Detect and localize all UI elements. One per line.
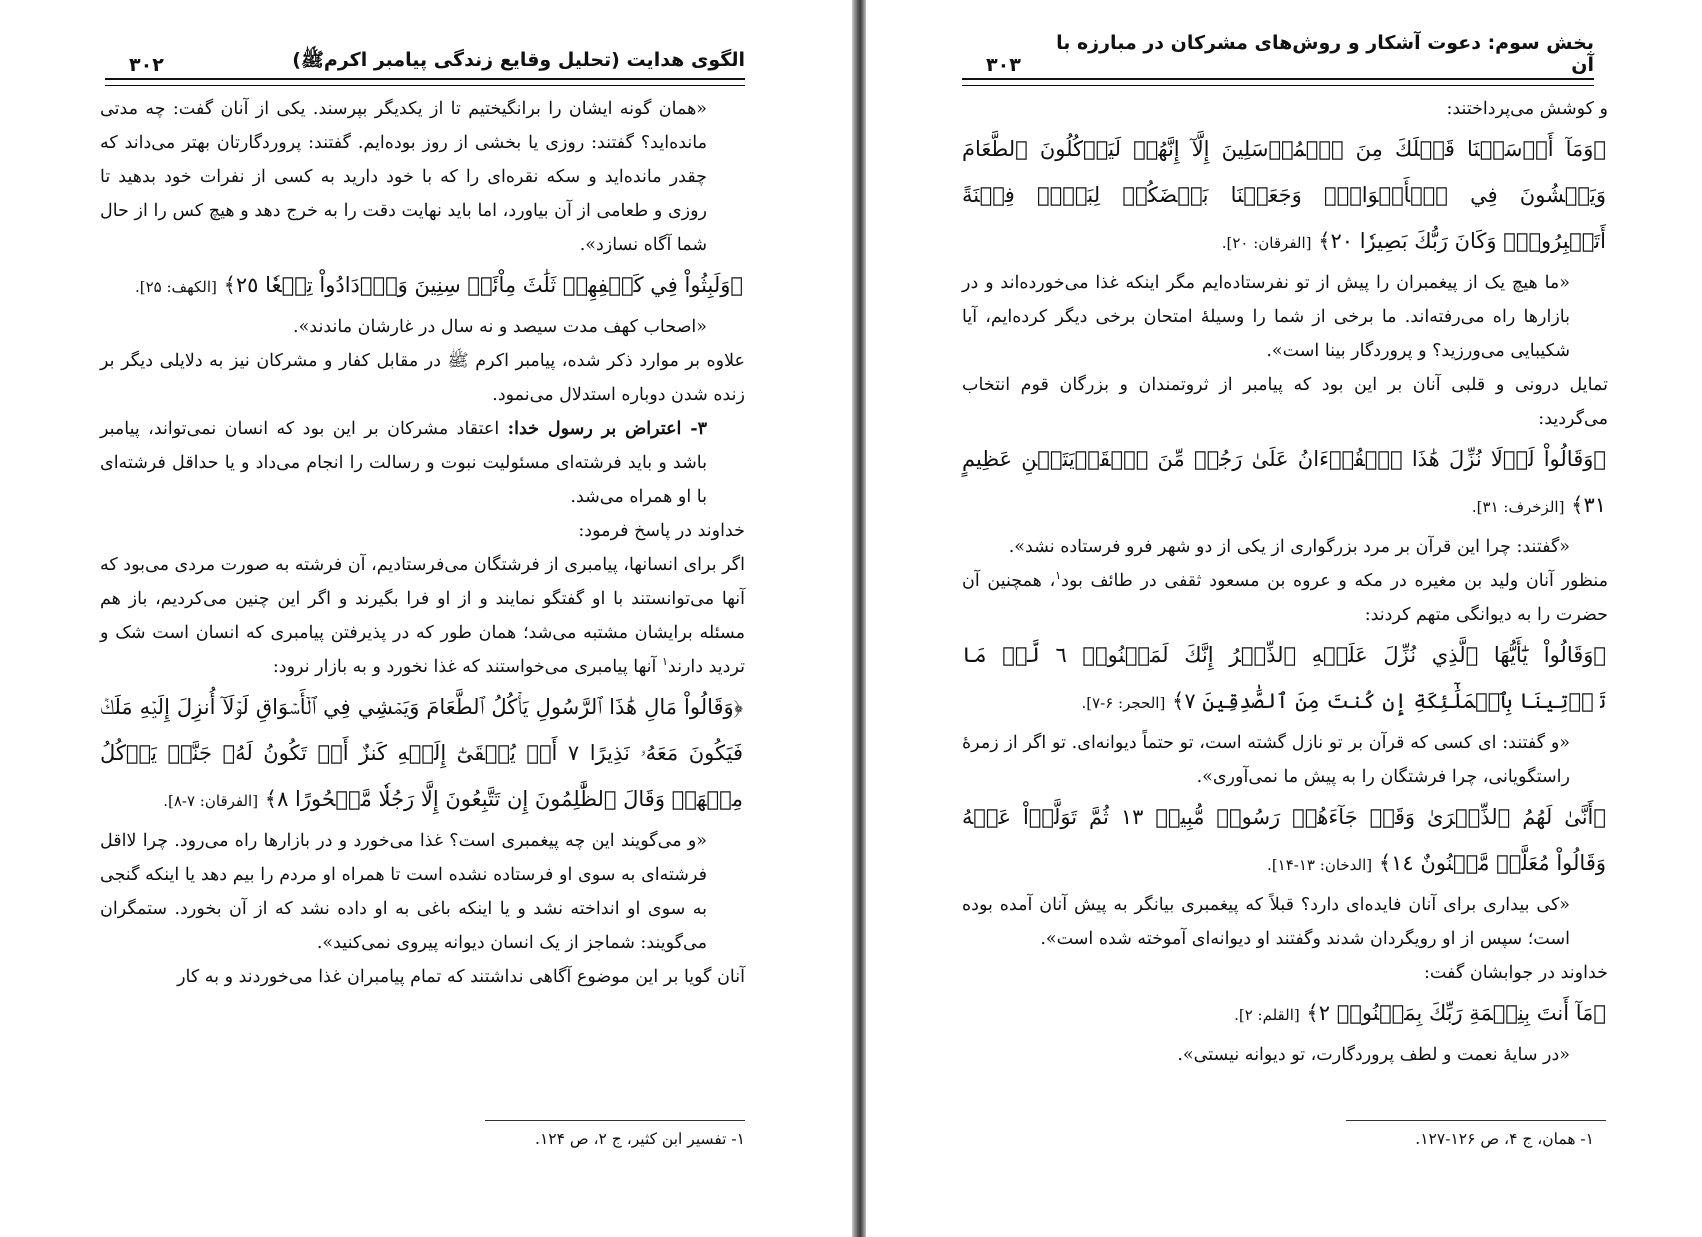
paragraph: «اصحاب کهف مدت سیصد و نه سال در غارشان ماندند». [293,317,707,337]
section-paragraph: ۳- اعتراض بر رسول خدا: اعتقاد مشرکان بر این بود که انسان نمی‌تواند، پیامبر باشد و باید فرشته‌ای مسئولیت نبوت و رسالت را انجام می‌داد و یا حداقل فرشته‌ای با او همراه می‌شد. [100,419,707,507]
footnote-rule [485,1120,745,1121]
right-footnote: ۱- همان، ج ۴، ص ۱۲۶-۱۲۷. [1415,1130,1594,1148]
quran-verse: ﴿مَآ أَنتَ بِنِعۡمَةِ رَبِّكَ بِمَجۡنُونٖ ٢﴾ [القلم: ۲]. [1234,1001,1606,1025]
quran-verse: ﴿وَقَالُواْ يَٰٓأَيُّهَا ٱلَّذِي نُزِّلَ عَلَيۡهِ ٱلذِّكۡرُ إِنَّكَ لَمَجۡنُونٞ ٦ لَّوۡ مَا تَأۡتِينَا بِٱلۡمَلَٰٓئِكَةِ إِن كُنتَ مِنَ ٱلصَّٰدِقِينَ ٧﴾ [الحجر: ۶-۷]. [962,643,1606,713]
paragraph: علاوه بر موارد ذکر شده، پیامبر اکرم ﷺ در مقابل کفار و مشرکان نیز به دلایلی دیگر بر زنده شدن دوباره استدلال می‌نمود. [100,351,745,405]
paragraph: «گفتند: چرا این قرآن بر مرد بزرگواری از یکی از دو شهر فرو فرستاده نشد». [1008,537,1570,557]
left-body-text [100,92,745,994]
quran-verse: ﴿وَقَالُواْ مَالِ هَٰذَا ٱلرَّسُولِ يَأۡكُلُ ٱلطَّعَامَ وَيَمۡشِي فِي ٱلۡأَسۡوَاقِ لَوۡلَآ أُنزِلَ إِلَيۡهِ مَلَكٞ فَيَكُونَ مَعَهُۥ نَذِيرًا ٧ أَوۡ يُلۡقَىٰٓ إِلَيۡهِ كَنزٌ أَوۡ تَكُونُ لَهُۥ جَنَّةٞ يَأۡكُلُ مِنۡهَاۚ وَقَالَ ٱلظَّٰلِمُونَ إِن تَتَّبِعُونَ إِلَّا رَجُلٗا مَّسۡحُورًا ٨﴾ [الفرقان: ۷-۸]. [100,695,743,811]
section-heading: ۳- اعتراض بر رسول خدا: [507,419,707,439]
left-page-number: ۳۰۲ [129,54,164,76]
quran-verse: ﴿وَقَالُواْ لَوۡلَا نُزِّلَ هَٰذَا ٱلۡقُرۡءَانُ عَلَىٰ رَجُلٖ مِّنَ ٱلۡقَرۡيَتَيۡنِ عَظِيمٍ ٣١﴾ [الزخرف: ۳۱]. [962,447,1606,517]
left-footnote: ۱- تفسیر ابن کثیر، ج ۲، ص ۱۲۴. [535,1130,745,1148]
quran-verse: ﴿أَنَّىٰ لَهُمُ ٱلذِّكۡرَىٰ وَقَدۡ جَآءَهُمۡ رَسُولٞ مُّبِينٞ ١٣ ثُمَّ تَوَلَّوۡاْ عَنۡهُ وَقَالُواْ مُعَلَّمٞ مَّجۡنُونٌ ١٤﴾ [الدخان: ۱۳-۱۴]. [962,805,1606,875]
footnote-marker: ۱ [1055,569,1062,583]
quran-verse: ﴿وَلَبِثُواْ فِي كَهۡفِهِمۡ ثَلَٰثَ مِاْئَةٖ سِنِينَ وَٱزۡدَادُواْ تِسۡعٗا ٢٥﴾ [الکهف: ۲۵]. [134,273,743,297]
paragraph: «کی بیداری برای آنان فایده‌ای دارد؟ قبلاً که پیغمبری بیانگر به پیش آنان آمده بوده است؛ سپس از او رویگردان شدند وگفتند او دیوانه‌ای آموخته شده است». [962,895,1570,949]
quran-verse: ﴿وَمَآ أَرۡسَلۡنَا قَبۡلَكَ مِنَ ٱلۡمُرۡسَلِينَ إِلَّآ إِنَّهُمۡ لَيَأۡكُلُونَ ٱلطَّعَامَ وَيَمۡشُونَ فِي ٱلۡأَسۡوَاقِۗ وَجَعَلۡنَا بَعۡضَكُمۡ لِبَعۡضٖ فِتۡنَةً أَتَصۡبِرُونَۗ وَكَانَ رَبُّكَ بَصِيرٗا ٢٠﴾ [الفرقان: ۲۰]. [962,137,1606,253]
paragraph: «همان گونه ایشان را برانگیختیم تا از یکدیگر بپرسند. یکی از آنان گفت: چه مدتی مانده‌اید؟ گفتند: روزی یا بخشی از روز بوده‌ایم. گفتند: پروردگارتان بهتر می‌داند که چقدر مانده‌اید و سکه نقره‌ای را که با خود دارید به کسی از نفرات خود بدهید تا روزی و طعامی از آن بیاورد، اما باید نهایت دقت را به خرج دهد و هیچ کس را از حال شما آگاه نسازد». [100,99,707,255]
paragraph: خداوند در پاسخ فرمود: [578,521,745,541]
footnote-marker: ۱ [661,655,668,669]
left-running-title: الگوی هدایت (تحلیل وقایع زندگی پیامبر اکرمﷺ) [292,49,745,71]
paragraph: خداوند در جوابشان گفت: [1424,963,1608,983]
paragraph: تمایل درونی و قلبی آنان بر این بود که پیامبر از ثروتمندان و بزرگان قوم انتخاب می‌گردید: [962,375,1608,429]
paragraph: آنان گویا بر این موضوع آگاهی نداشتند که تمام پیامبران غذا می‌خوردند و به کار [177,967,745,987]
right-body-text [962,92,1608,1072]
paragraph: «و گفتند: ای کسی که قرآن بر تو نازل گشته است، تو حتماً دیوانه‌ای. تو اگر از زمرهٔ راستگویانی، چرا فرشتگان را به پیش ما نمی‌آوری». [962,733,1570,787]
paragraph: و کوشش می‌پرداختند: [1446,99,1608,119]
paragraph: «و می‌گویند این چه پیغمبری است؟ غذا می‌خورد و در بازارها راه می‌رود. چرا لااقل فرشته‌ای به سوی او فرستاده نشده است تا همراه او مردم را بیم دهد یا اینکه گنجی به سوی او انداخته نشد و یا اینکه باغی به او داده نشد که از آن بخورد. ستمگران می‌گویند: شماجز از یک انسان دیوانه پیروی نمی‌کنید». [100,831,707,953]
book-gutter [852,0,866,1237]
footnote-rule [1346,1120,1606,1121]
left-page-header [105,40,745,76]
paragraph: اگر برای انسانها، پیامبری از فرشتگان می‌فرستادیم، آن فرشته به صورت مردی می‌بود که آنها می‌توانستند با او گفتگو نمایند و از او فرا بگیرند و اگر این چنین می‌کردیم، باز هم مسئله برایشان مشتبه می‌شد؛ همان طور که در پذیرفتن پیامبری که انسان است شک و تردید دارند$^۱$ آنها پیامبری می‌خواستند که غذا نخورد و به بازار نرود: [100,555,745,677]
paragraph: منظور آنان ولید بن مغیره در مکه و عروه بن مسعود ثقفی در طائف بود$^۱$، همچنین آن حضرت را به دیوانگی متهم کردند: [962,569,1608,625]
paragraph: «در سایهٔ نعمت و لطف پروردگارت، تو دیوانه نیستی». [1177,1045,1570,1065]
paragraph: «ما هیچ یک از پیغمبران را پیش از تو نفرستاده‌ایم مگر اینکه غذا می‌خورده‌اند و در بازارها راه می‌رفته‌اند. ما برخی از شما را وسیلهٔ امتحان برخی دیگر کرده‌ایم، آیا شکیبایی می‌ورزید؟ و پروردگار بینا است». [962,273,1570,361]
left-header-rule [105,78,745,86]
right-page-number: ۳۰۳ [986,54,1021,76]
right-header-rule [962,78,1594,86]
right-page-header [962,32,1594,76]
right-page [866,0,1702,1237]
right-running-title: بخش سوم: دعوت آشکار و روش‌های مشرکان در مبارزه با آن [1056,32,1594,76]
